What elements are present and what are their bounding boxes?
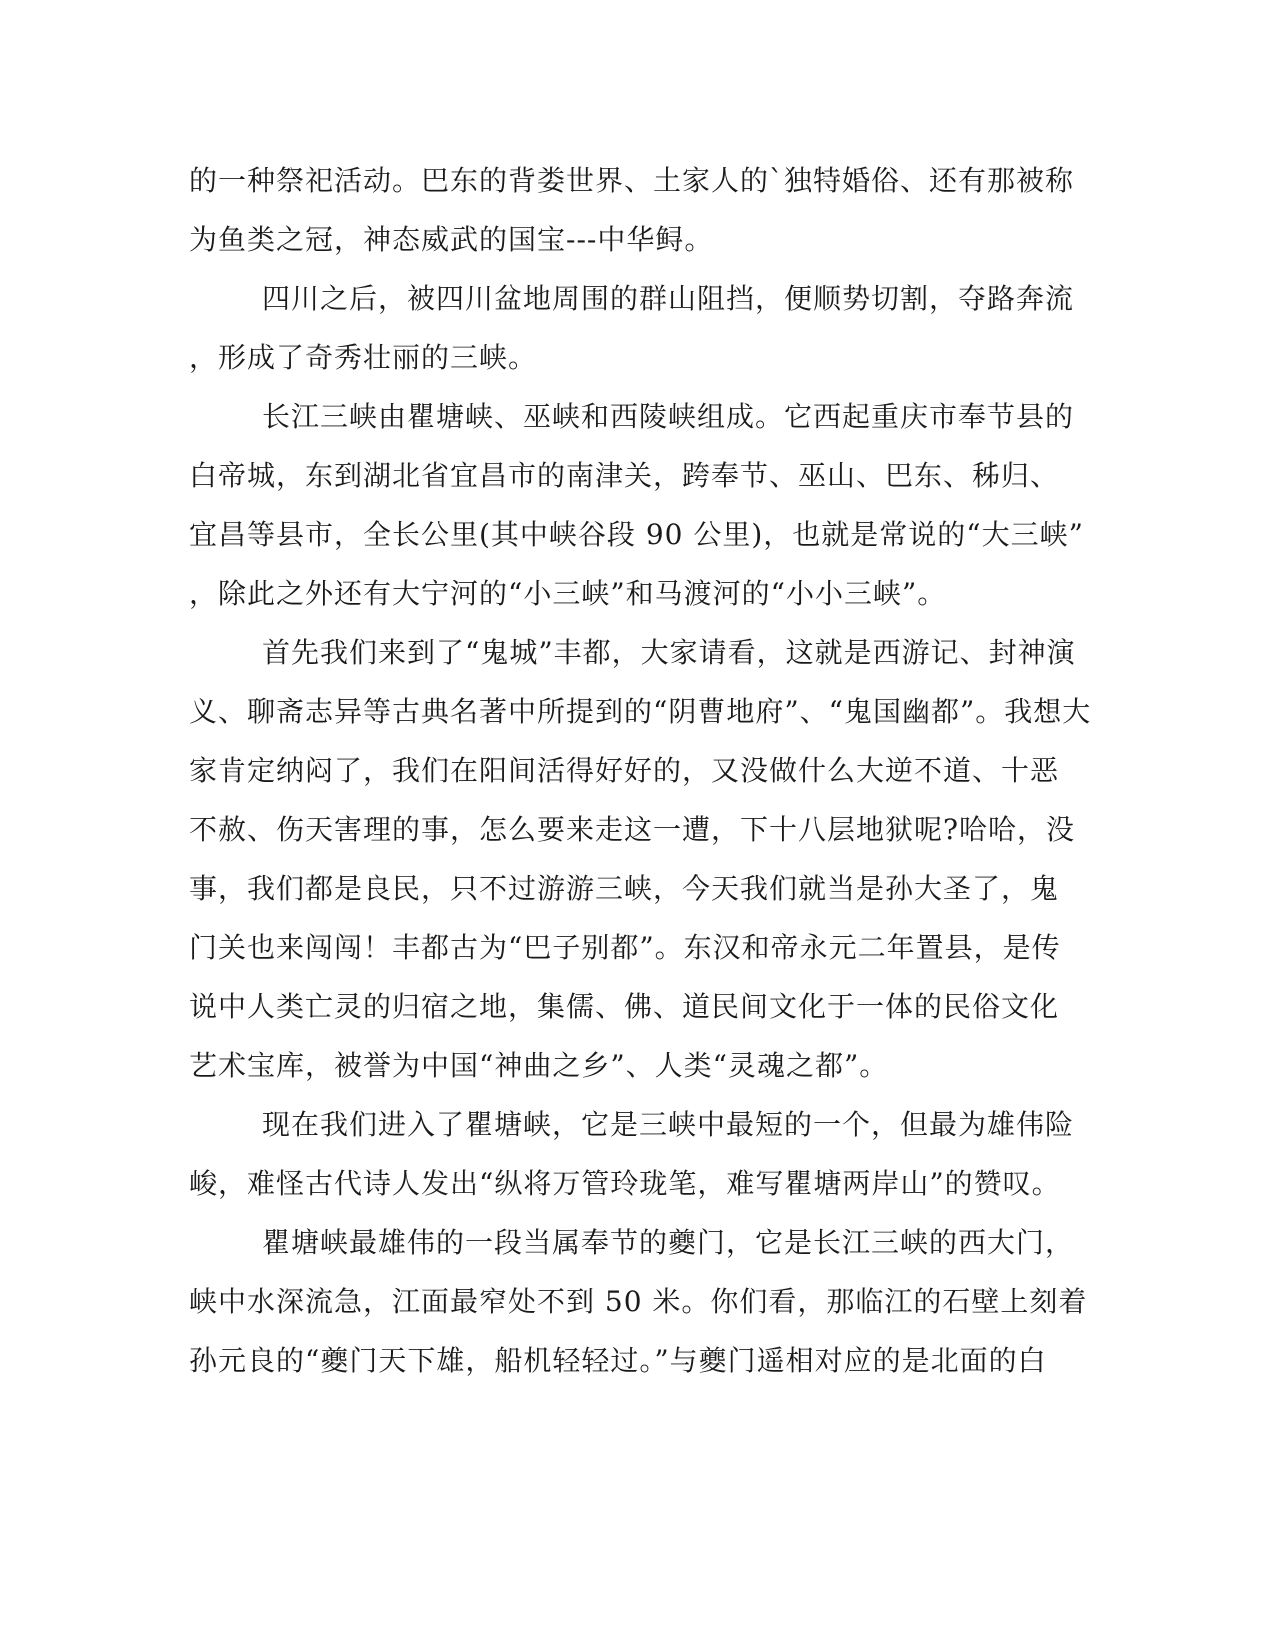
- text-line: ，形成了奇秀壮丽的三峡。: [189, 341, 538, 374]
- text-line: 说中人类亡灵的归宿之地，集儒、佛、道民间文化于一体的民俗文化: [189, 990, 1060, 1023]
- paragraph-start-line: 四川之后，被四川盆地周围的群山阻挡，便顺势切割，夺路奔流: [262, 282, 1075, 315]
- text-line: 峻，难怪古代诗人发出“纵将万管玲珑笔，难写瞿塘两岸山”的赞叹。: [189, 1167, 1061, 1200]
- text-line: 宜昌等县市，全长公里(其中峡谷段 90 公里)，也就是常说的“大三峡”: [189, 518, 1084, 551]
- paragraph-start-line: 瞿塘峡最雄伟的一段当属奉节的夔门，它是长江三峡的西大门，: [262, 1226, 1075, 1259]
- text-line: 的一种祭祀活动。巴东的背娄世界、土家人的`独特婚俗、还有那被称: [189, 164, 1075, 197]
- text-line: 不赦、伤天害理的事，怎么要来走这一遭，下十八层地狱呢?哈哈，没: [189, 813, 1076, 846]
- paragraph-start-line: 现在我们进入了瞿塘峡，它是三峡中最短的一个，但最为雄伟险: [262, 1108, 1075, 1141]
- text-line: 义、聊斋志异等古典名著中所提到的“阴曹地府”、“鬼国幽都”。我想大: [189, 695, 1092, 728]
- text-line: 门关也来闯闯！丰都古为“巴子别都”。东汉和帝永元二年置县，是传: [189, 931, 1061, 964]
- text-line: 为鱼类之冠，神态威武的国宝---中华鲟。: [189, 223, 714, 256]
- text-line: 家肯定纳闷了，我们在阳间活得好好的，又没做什么大逆不道、十恶: [189, 754, 1060, 787]
- text-line: 艺术宝库，被誉为中国“神曲之乡”、人类“灵魂之都”。: [189, 1049, 889, 1082]
- text-line: 峡中水深流急，江面最窄处不到 50 米。你们看，那临江的石壁上刻着: [189, 1285, 1088, 1318]
- text-line: 事，我们都是良民，只不过游游三峡，今天我们就当是孙大圣了，鬼: [189, 872, 1060, 905]
- paragraph-start-line: 首先我们来到了“鬼城”丰都，大家请看，这就是西游记、封神演: [262, 636, 1076, 669]
- text-line: 白帝城，东到湖北省宜昌市的南津关，跨奉节、巫山、巴东、秭归、: [189, 459, 1060, 492]
- text-line: 孙元良的“夔门天下雄，船机轻轻过。”与夔门遥相对应的是北面的白: [189, 1344, 1047, 1377]
- paragraph-start-line: 长江三峡由瞿塘峡、巫峡和西陵峡组成。它西起重庆市奉节县的: [262, 400, 1075, 433]
- text-line: ，除此之外还有大宁河的“小三峡”和马渡河的“小小三峡”。: [189, 577, 947, 610]
